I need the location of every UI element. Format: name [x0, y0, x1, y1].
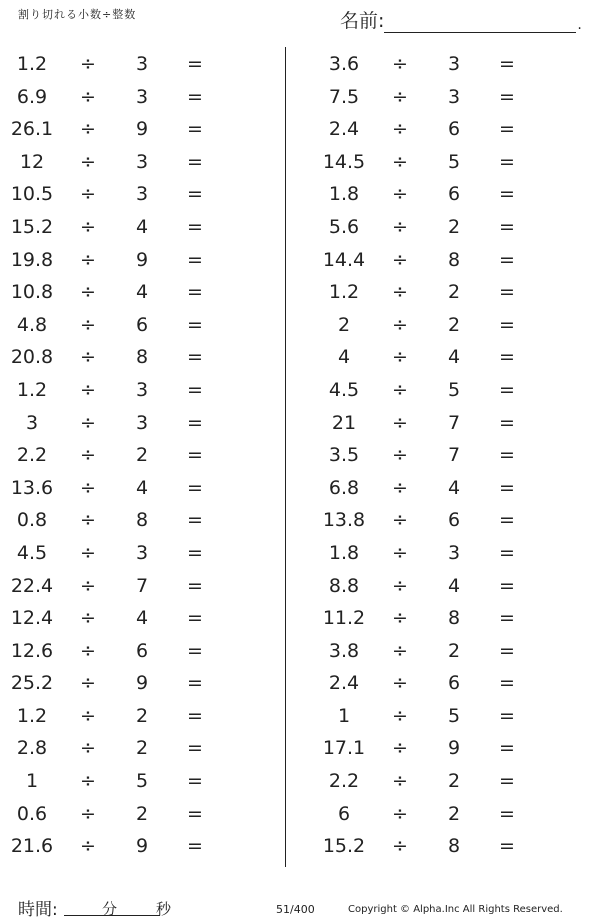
equals-sign: =: [187, 704, 203, 727]
equals-sign: =: [499, 248, 515, 271]
equals-sign: =: [187, 476, 203, 499]
division-sign: ÷: [392, 346, 408, 369]
divisor: 2: [447, 639, 461, 662]
equals-sign: =: [499, 639, 515, 662]
equals-sign: =: [499, 476, 515, 499]
divisor: 7: [447, 411, 461, 434]
dividend: 4.5: [16, 541, 48, 564]
division-sign: ÷: [80, 509, 96, 532]
dividend: 1.8: [328, 183, 360, 206]
division-sign: ÷: [80, 150, 96, 173]
division-sign: ÷: [392, 672, 408, 695]
divisor: 3: [447, 85, 461, 108]
dividend: 12: [19, 150, 45, 173]
division-sign: ÷: [80, 281, 96, 304]
equals-sign: =: [499, 150, 515, 173]
division-sign: ÷: [80, 672, 96, 695]
division-sign: ÷: [392, 378, 408, 401]
divisor: 8: [447, 835, 461, 858]
equals-sign: =: [187, 53, 203, 75]
division-sign: ÷: [80, 802, 96, 825]
equals-sign: =: [187, 639, 203, 662]
division-sign: ÷: [80, 85, 96, 108]
divisor: 6: [135, 639, 149, 662]
dividend: 26.1: [10, 118, 54, 141]
equals-sign: =: [187, 85, 203, 108]
worksheet-title: 割り切れる小数÷整数: [18, 8, 137, 21]
division-sign: ÷: [80, 607, 96, 630]
division-sign: ÷: [80, 346, 96, 369]
division-sign: ÷: [392, 476, 408, 499]
equals-sign: =: [499, 770, 515, 793]
division-sign: ÷: [392, 85, 408, 108]
divisor: 3: [135, 53, 149, 75]
equals-sign: =: [187, 118, 203, 141]
time-label: 時間:: [18, 900, 58, 920]
division-sign: ÷: [392, 704, 408, 727]
equals-sign: =: [187, 248, 203, 271]
dividend: 11.2: [322, 607, 366, 630]
equals-sign: =: [187, 737, 203, 760]
division-sign: ÷: [392, 215, 408, 238]
division-sign: ÷: [80, 248, 96, 271]
divisor: 3: [447, 53, 461, 75]
divisor: 4: [447, 476, 461, 499]
divisor: 9: [447, 737, 461, 760]
divisor: 2: [135, 737, 149, 760]
dividend: 6: [337, 802, 351, 825]
divisor: 9: [135, 672, 149, 695]
equals-sign: =: [499, 444, 515, 467]
equals-sign: =: [499, 802, 515, 825]
divisor: 6: [135, 313, 149, 336]
equals-sign: =: [187, 313, 203, 336]
divisor: 5: [447, 150, 461, 173]
dividend: 13.6: [10, 476, 54, 499]
equals-sign: =: [499, 737, 515, 760]
dividend: 6.8: [328, 476, 360, 499]
equals-sign: =: [187, 411, 203, 434]
divisor: 6: [447, 509, 461, 532]
name-underline: [384, 10, 576, 33]
dividend: 14.5: [322, 150, 366, 173]
dividend: 2.8: [16, 737, 48, 760]
division-sign: ÷: [392, 770, 408, 793]
name-field: [340, 6, 582, 33]
dividend: 12.4: [10, 607, 54, 630]
equals-sign: =: [187, 378, 203, 401]
dividend: 1.2: [16, 53, 48, 75]
equals-sign: =: [499, 541, 515, 564]
divisor: 2: [135, 802, 149, 825]
divisor: 6: [447, 672, 461, 695]
divisor: 8: [447, 607, 461, 630]
division-sign: ÷: [80, 215, 96, 238]
divisor: 3: [135, 378, 149, 401]
division-sign: ÷: [392, 541, 408, 564]
divisor: 2: [447, 215, 461, 238]
equals-sign: =: [187, 607, 203, 630]
division-sign: ÷: [392, 53, 408, 75]
dividend: 10.5: [10, 183, 54, 206]
divisor: 4: [135, 281, 149, 304]
divisor: 6: [447, 118, 461, 141]
seconds-unit: 秒: [156, 900, 172, 918]
equals-sign: =: [499, 378, 515, 401]
divisor: 2: [135, 444, 149, 467]
divisor: 5: [135, 770, 149, 793]
divisor: 9: [135, 248, 149, 271]
dividend: 0.6: [16, 802, 48, 825]
equals-sign: =: [187, 574, 203, 597]
divisor: 3: [135, 150, 149, 173]
name-label: 名前:: [340, 10, 385, 32]
equals-sign: =: [499, 672, 515, 695]
dividend: 2.2: [16, 444, 48, 467]
dividend: 2.2: [328, 770, 360, 793]
equals-sign: =: [187, 672, 203, 695]
division-sign: ÷: [80, 411, 96, 434]
dividend: 20.8: [10, 346, 54, 369]
division-sign: ÷: [80, 476, 96, 499]
divisor: 5: [447, 378, 461, 401]
dividend: 4.5: [328, 378, 360, 401]
equals-sign: =: [187, 346, 203, 369]
division-sign: ÷: [80, 770, 96, 793]
equals-sign: =: [499, 183, 515, 206]
dividend: 2.4: [328, 672, 360, 695]
divisor: 2: [447, 802, 461, 825]
divisor: 3: [135, 411, 149, 434]
divisor: 2: [447, 313, 461, 336]
divisor: 7: [135, 574, 149, 597]
equals-sign: =: [499, 574, 515, 597]
dividend: 17.1: [322, 737, 366, 760]
dividend: 3.5: [328, 444, 360, 467]
dividend: 15.2: [322, 835, 366, 858]
page-number: 51/400: [276, 903, 315, 916]
division-sign: ÷: [392, 248, 408, 271]
divisor: 8: [135, 509, 149, 532]
equals-sign: =: [187, 281, 203, 304]
minutes-unit: 分: [102, 900, 118, 918]
division-sign: ÷: [80, 53, 96, 75]
dividend: 1.8: [328, 541, 360, 564]
name-end-dot: .: [577, 17, 582, 33]
divisor: 9: [135, 118, 149, 141]
dividend: 7.5: [328, 85, 360, 108]
division-sign: ÷: [392, 574, 408, 597]
division-sign: ÷: [80, 118, 96, 141]
equals-sign: =: [187, 183, 203, 206]
divisor: 4: [447, 574, 461, 597]
division-sign: ÷: [392, 150, 408, 173]
equals-sign: =: [499, 281, 515, 304]
division-sign: ÷: [392, 737, 408, 760]
division-sign: ÷: [392, 509, 408, 532]
division-sign: ÷: [392, 411, 408, 434]
divisor: 4: [135, 476, 149, 499]
equals-sign: =: [187, 150, 203, 173]
divisor: 2: [447, 281, 461, 304]
equals-sign: =: [187, 770, 203, 793]
equals-sign: =: [499, 118, 515, 141]
division-sign: ÷: [392, 802, 408, 825]
dividend: 14.4: [322, 248, 366, 271]
division-sign: ÷: [392, 639, 408, 662]
division-sign: ÷: [392, 835, 408, 858]
equals-sign: =: [187, 802, 203, 825]
dividend: 3.6: [328, 53, 360, 75]
divisor: 5: [447, 704, 461, 727]
divisor: 6: [447, 183, 461, 206]
divisor: 7: [447, 444, 461, 467]
divisor: 2: [447, 770, 461, 793]
equals-sign: =: [187, 509, 203, 532]
dividend: 1.2: [16, 704, 48, 727]
division-sign: ÷: [80, 639, 96, 662]
footer: [0, 895, 600, 922]
dividend: 1: [25, 770, 39, 793]
divisor: 3: [135, 183, 149, 206]
division-sign: ÷: [392, 313, 408, 336]
dividend: 12.6: [10, 639, 54, 662]
dividend: 22.4: [10, 574, 54, 597]
equals-sign: =: [499, 607, 515, 630]
equals-sign: =: [187, 835, 203, 858]
dividend: 8.8: [328, 574, 360, 597]
dividend: 5.6: [328, 215, 360, 238]
copyright-notice: Copyright © Alpha.Inc All Rights Reserved.: [348, 904, 563, 915]
divisor: 8: [447, 248, 461, 271]
equals-sign: =: [499, 509, 515, 532]
division-sign: ÷: [80, 313, 96, 336]
divisor: 9: [135, 835, 149, 858]
dividend: 2: [337, 313, 351, 336]
divisor: 3: [135, 85, 149, 108]
division-sign: ÷: [80, 574, 96, 597]
equals-sign: =: [499, 53, 515, 75]
dividend: 19.8: [10, 248, 54, 271]
division-sign: ÷: [80, 183, 96, 206]
divisor: 3: [135, 541, 149, 564]
equals-sign: =: [499, 85, 515, 108]
division-sign: ÷: [392, 183, 408, 206]
division-sign: ÷: [80, 378, 96, 401]
dividend: 3: [25, 411, 39, 434]
dividend: 0.8: [16, 509, 48, 532]
dividend: 1: [337, 704, 351, 727]
division-sign: ÷: [80, 737, 96, 760]
dividend: 10.8: [10, 281, 54, 304]
division-sign: ÷: [80, 835, 96, 858]
divisor: 2: [135, 704, 149, 727]
equals-sign: =: [499, 313, 515, 336]
dividend: 1.2: [328, 281, 360, 304]
dividend: 21.6: [10, 835, 54, 858]
dividend: 21: [331, 411, 357, 434]
division-sign: ÷: [392, 607, 408, 630]
dividend: 4.8: [16, 313, 48, 336]
equals-sign: =: [499, 215, 515, 238]
division-sign: ÷: [392, 444, 408, 467]
division-sign: ÷: [392, 281, 408, 304]
division-sign: ÷: [80, 541, 96, 564]
dividend: 25.2: [10, 672, 54, 695]
divisor: 3: [447, 541, 461, 564]
equals-sign: =: [187, 444, 203, 467]
dividend: 13.8: [322, 509, 366, 532]
dividend: 6.9: [16, 85, 48, 108]
column-divider: [285, 47, 286, 867]
dividend: 2.4: [328, 118, 360, 141]
division-sign: ÷: [392, 118, 408, 141]
equals-sign: =: [187, 215, 203, 238]
equals-sign: =: [499, 835, 515, 858]
dividend: 15.2: [10, 215, 54, 238]
dividend: 3.8: [328, 639, 360, 662]
divisor: 8: [135, 346, 149, 369]
equals-sign: =: [499, 346, 515, 369]
equals-sign: =: [499, 411, 515, 434]
equals-sign: =: [187, 541, 203, 564]
dividend: 4: [337, 346, 351, 369]
dividend: 1.2: [16, 378, 48, 401]
divisor: 4: [135, 607, 149, 630]
divisor: 4: [447, 346, 461, 369]
divisor: 4: [135, 215, 149, 238]
equals-sign: =: [499, 704, 515, 727]
division-sign: ÷: [80, 444, 96, 467]
division-sign: ÷: [80, 704, 96, 727]
